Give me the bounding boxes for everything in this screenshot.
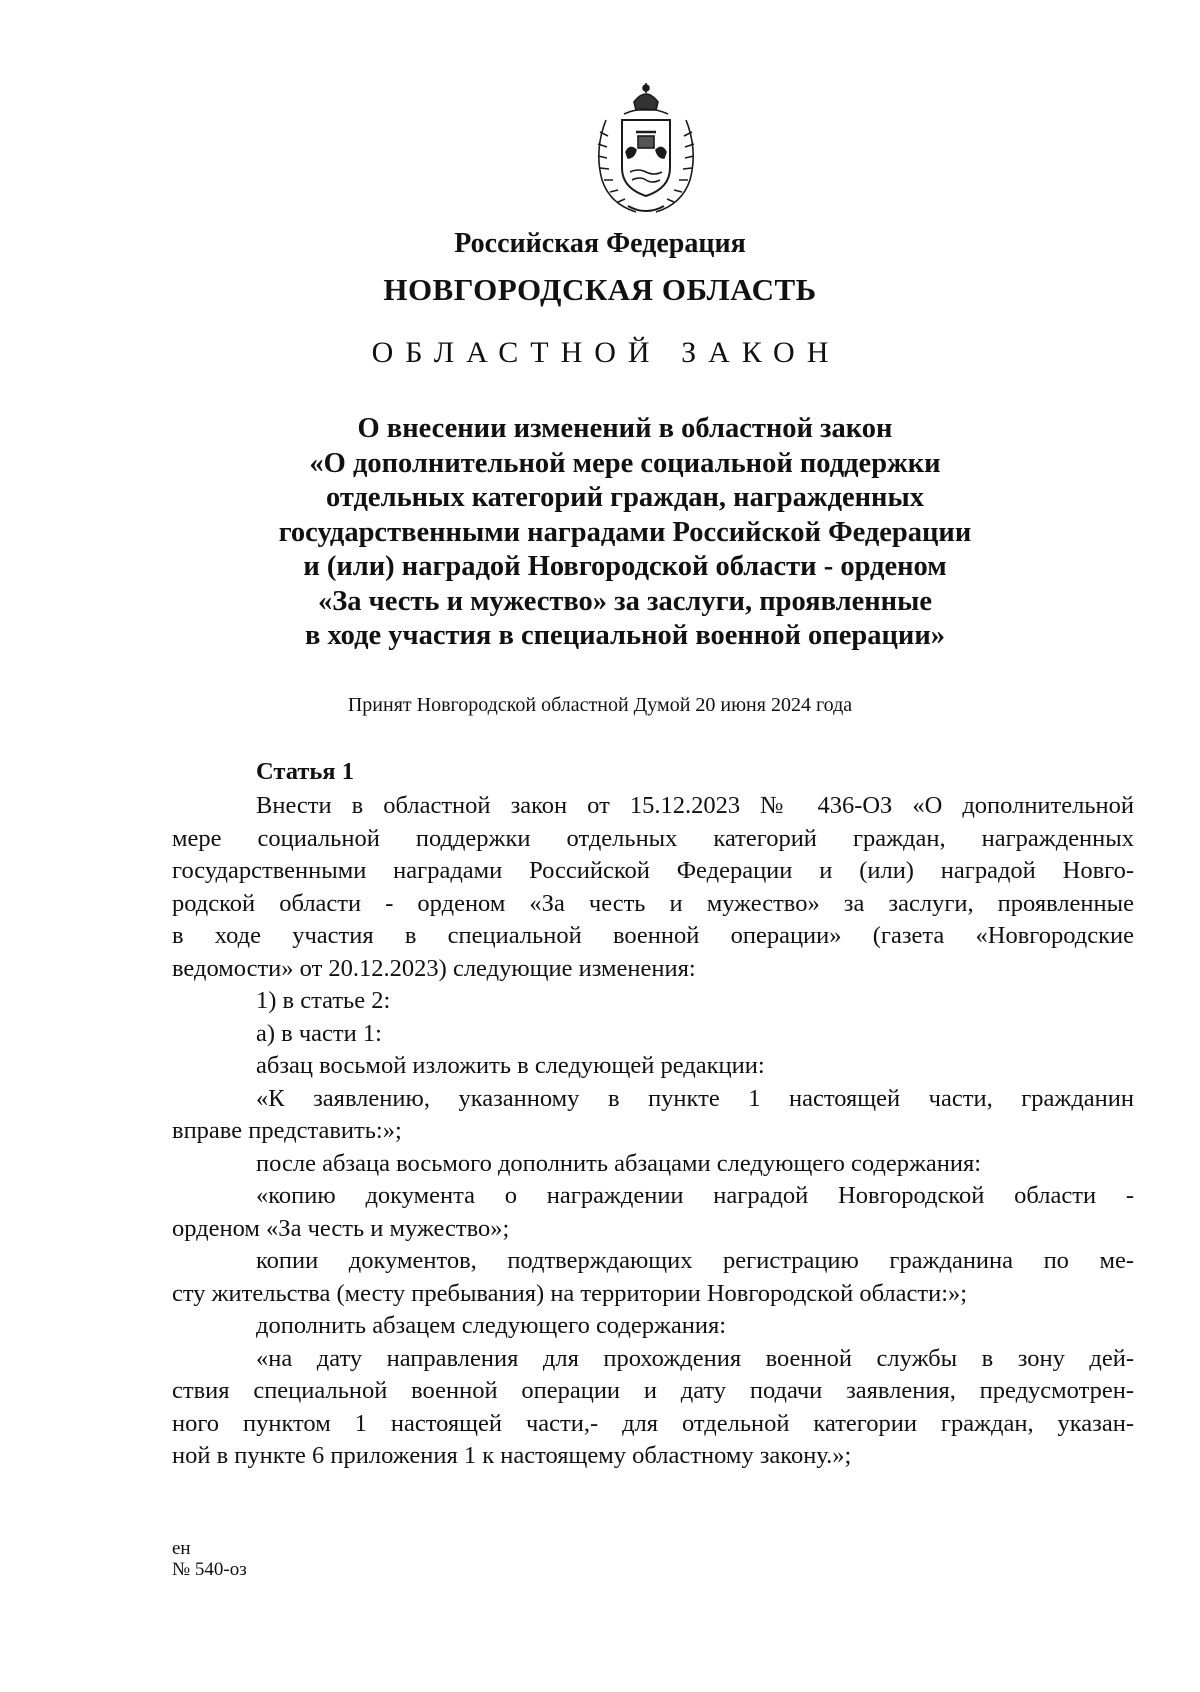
law-title-line: О внесении изменений в областной закон	[357, 413, 893, 444]
paragraph-line: а) в части 1:	[256, 1019, 382, 1047]
law-title-line: «За честь и мужество» за заслуги, проявленные	[317, 585, 932, 617]
paragraph-line: 1) в статье 2:	[256, 987, 391, 1014]
law-title-line: и (или) наградой Новгородской области - орденом	[303, 551, 947, 582]
article-heading: Статья 1	[256, 758, 354, 785]
country-name: Российская Федерация	[454, 228, 746, 259]
law-title-line: отдельных категорий граждан, награжденных	[326, 482, 924, 513]
law-title	[210, 412, 1040, 654]
article-body	[172, 756, 1134, 1473]
paragraph-line: сту жительства (месту пребывания) на территории Новгородской области:»;	[172, 1279, 968, 1307]
paragraph-line: абзац восьмой изложить в следующей редакции:	[256, 1052, 765, 1079]
adoption-note: Принят Новгородской областной Думой 20 июня 2024 года	[347, 694, 853, 716]
coat-of-arms-icon	[584, 80, 708, 220]
paragraph-line: государственными наградами Российской Федерации и (или) наградой Новго-	[172, 857, 1134, 884]
paragraph-line: копии документов, подтверждающих регистрацию гражданина по ме-	[256, 1247, 1134, 1274]
paragraph-line: мере социальной поддержки отдельных категорий граждан, награжденных	[172, 824, 1134, 852]
paragraph-line: ной в пункте 6 приложения 1 к настоящему областному закону.»;	[172, 1442, 852, 1469]
paragraph-line: родской области - орденом «За честь и мужество» за заслуги, проявленные	[172, 889, 1134, 917]
document-footer	[172, 1538, 247, 1580]
law-title-line: «О дополнительной мере социальной поддержки	[309, 447, 941, 479]
document-type: ОБЛАСТНОЙ ЗАКОН	[371, 336, 841, 369]
paragraph-line: орденом «За честь и мужество»;	[172, 1214, 510, 1242]
paragraph-line: в ходе участия в специальной военной операции» (газета «Новгородские	[172, 922, 1134, 949]
paragraph-line: после абзаца восьмого дополнить абзацами следующего содержания:	[256, 1149, 982, 1177]
paragraph-line: ного пунктом 1 настоящей части,- для отдельной категории граждан, указан-	[172, 1409, 1134, 1437]
paragraph-line: вправе представить:»;	[172, 1117, 402, 1144]
region-name: НОВГОРОДСКАЯ ОБЛАСТЬ	[383, 272, 817, 307]
law-number: № 540-оз	[172, 1559, 247, 1580]
paragraph-line: «К заявлению, указанному в пункте 1 настоящей части, гражданин	[256, 1084, 1134, 1112]
paragraph-line: ведомости» от 20.12.2023) следующие изменения:	[172, 954, 696, 982]
paragraph-line: дополнить абзацем следующего содержания:	[256, 1312, 727, 1339]
paragraph-line: Внести в областной закон от 15.12.2023 № 436-ОЗ «О дополнительной	[256, 792, 1134, 819]
paragraph-line: «копию документа о награждении наградой Новгородской области -	[256, 1182, 1134, 1209]
paragraph-line: «на дату направления для прохождения военной службы в зону дей-	[256, 1344, 1134, 1372]
paragraph-line: ствия специальной военной операции и дату подачи заявления, предусмотрен-	[172, 1377, 1134, 1404]
author-initials: ен	[172, 1538, 191, 1559]
law-title-line: государственными наградами Российской Федерации	[278, 516, 972, 548]
law-title-line: в ходе участия в специальной военной операции»	[304, 620, 945, 651]
